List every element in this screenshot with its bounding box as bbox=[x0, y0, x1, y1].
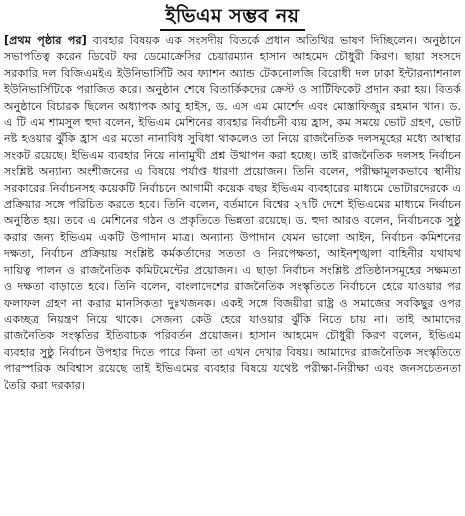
continued-from-front-page-label: [প্রথম পৃষ্ঠার পর] bbox=[4, 34, 87, 47]
article-body bbox=[4, 33, 461, 394]
news-article bbox=[4, 4, 461, 512]
article-body-text: ব্যবহার বিষয়ক এক সংসদীয় বিতর্কে প্রধান অতিথির ভাষণ দিচ্ছিলেন। অনুষ্ঠানে সভাপতিত্ব করেন ডিবেট ফর ডেমোক্রেসির চেয়ারম্যান হাসান আহমেদ চৌধুরী কিরণ। ছায়া সংসদে সরকারি দল বিজিএমইএ ইউনিভার্সিটি অব ফ্যাশন অ্যান্ড টেকনোলজি বিরোধী দল ঢাকা ইন্টারন্যাশনাল ইউনিভার্সিটিকে পরাজিত করে। অনুষ্ঠান শেষে বিতার্কিকদের ক্রেস্ট ও সার্টিফিকেট প্রদান করা হয়। বিতর্ক অনুষ্ঠানে বিচারক ছিলেন অধ্যাপক আবু হাইস, ড. এস এম মোর্শেদ এবং মোস্তাফিজুর রহমান খান। ড. এ টি এম শামসুল হুদা বলেন, ইভিএম মেশিনের ব্যবহার নির্বাচনী ব্যয় হ্রাস, কম সময়ে ভোট গ্রহণ, ভোট নষ্ট হওয়ার ঝুঁকি হ্রাস এর মতো নানাবিধ সুবিধা থাকলেও তা নিয়ে রাজনৈতিক দলসমূহের মধ্যে আস্থার সংকট রয়েছে। ইভিএম ব্যবহার নিয়ে নানামুখী প্রশ্ন উত্থাপন করা হচ্ছে। তাই রাজনৈতিক দলসহ নির্বাচন সংশ্লিষ্ট অন্যান্য অংশীজনের এ বিষয়ে পর্যাপ্ত ধারণা প্রয়োজন। তিনি বলেন, পরীক্ষামূলকভাবে স্থানীয় সরকারের নির্বাচনসহ কয়েকটি নির্বাচনে আগামী কয়েক বছর ইভিএম ব্যবহারের মাধ্যমে ভোটারদেরকে এ প্রক্রিয়ার সঙ্গে পরিচিত করতে হবে। তিনি বলেন, বর্তমানে বিশ্বের ২৭টি দেশে ইভিএমের মাধ্যমে নির্বাচন অনুষ্ঠিত হয়। তবে এ মেশিনের গঠন ও প্রকৃতিতে ভিন্নতা রয়েছে। ড. হুদা আরও বলেন, নির্বাচনকে সুষ্ঠু করার জন্য ইভিএম একটি উপাদান মাত্র। অন্যান্য উপাদান যেমন ভালো আইন, নির্বাচন কমিশনের দক্ষতা, নির্বাচন প্রক্রিয়ায় সংশ্লিষ্ট কর্মকর্তাদের সততা ও নিরপেক্ষতা, আইনশৃঙ্খলা বাহিনীর যথাযথ দায়িত্ব পালন ও রাজনৈতিক কমিটমেন্টের প্রয়োজন। এ ছাড়া নির্বাচন সংশ্লিষ্ট প্রতিষ্ঠানসমূহের সক্ষমতা ও দক্ষতা বাড়াতে হবে। তিনি বলেন, বাংলাদেশের রাজনৈতিক সংস্কৃতিতে নির্বাচনে হেরে যাওয়ার পর ফলাফল গ্রহণ না করার মানসিকতা দুঃখজনক। একই সঙ্গে বিজয়ীরা রাষ্ট্র ও সমাজের সবকিছুর ওপর একচ্ছত্র নিয়ন্ত্রণ নিয়ে থাকে। সেজন্য কেউ হেরে যাওয়ার ঝুঁকি নিতে চায় না। তাই আমাদের রাজনৈতিক সংস্কৃতির ইতিবাচক পরিবর্তন প্রয়োজন। হাসান আহমেদ চৌধুরী কিরণ বলেন, ইভিএম ব্যবহার সুষ্ঠু নির্বাচন উপহার দিতে পারে কিনা তা এখন দেখার বিষয়। আমাদের রাজনৈতিক সংস্কৃতিতে পারস্পরিক অবিশ্বাস রয়েছে তাই ইভিএমের ব্যবহার বিষয়ে যথেষ্ট পরীক্ষা-নিরীক্ষা এবং জনসচেতনতা তৈরি করা দরকার। bbox=[4, 34, 461, 392]
article-headline: ইভিএম সম্ভব নয় bbox=[160, 4, 306, 31]
headline-container bbox=[4, 4, 461, 31]
